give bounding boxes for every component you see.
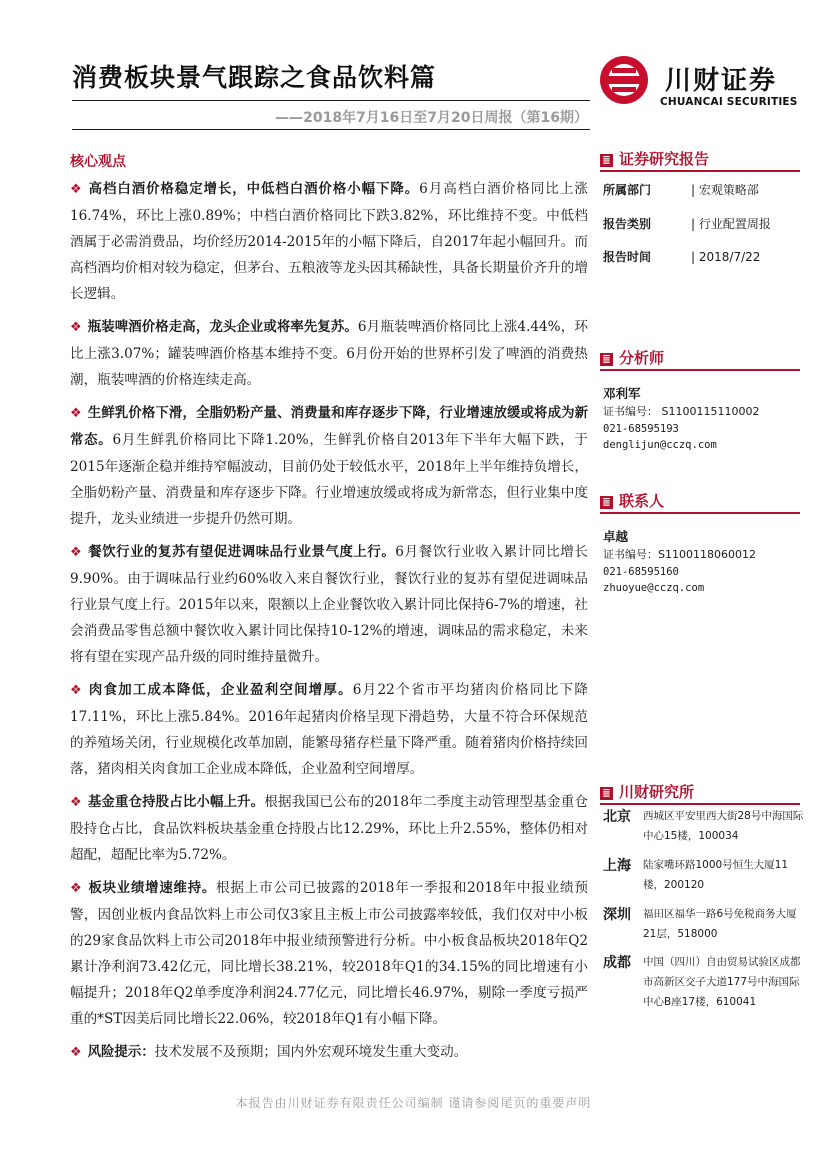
diamond-cluster-icon: ❖ bbox=[70, 406, 82, 421]
subtitle-rule bbox=[72, 129, 590, 130]
report-heading: ≣ 证券研究报告 bbox=[600, 148, 709, 169]
chuancai-logo-icon bbox=[598, 54, 650, 106]
section-icon: ≣ bbox=[600, 154, 613, 167]
core-point-headline: 生鲜乳价格下滑，全脂奶粉产量、消费量和库存逐步下降，行业增速放缓或将成为新常态。 bbox=[70, 406, 589, 448]
section-icon: ≣ bbox=[600, 496, 613, 509]
footer-notice: 本报告由川财证券有限责任公司编制 谨请参阅尾页的重要声明 bbox=[235, 1096, 592, 1110]
contact-heading: ≣ 联系人 bbox=[600, 490, 664, 511]
contact-email[interactable]: zhuoyue@cczq.com bbox=[603, 582, 705, 594]
core-point-text: 6月瓶装啤酒价格同比上涨4.44%，环比上涨3.07%；罐装啤酒价格基本维持不变。6月份开始的世界杯引发了啤酒的消费热潮，瓶装啤酒的价格连续走高。 bbox=[70, 319, 589, 388]
analyst-email[interactable]: denglijun@cczq.com bbox=[603, 439, 717, 451]
core-point-text: 6月生鲜乳价格同比下降1.20%，生鲜乳价格自2013年下半年大幅下跌，于2015年逐渐企稳并维持窄幅波动，目前仍处于较低水平，2018年上半年维持负增长，全脂奶粉产量、消费量和库存逐步下降。行业增速放缓或将成为新常态，但行业集中度提升，龙头业绩进一步提升仍然可期。 bbox=[70, 432, 589, 527]
meta-report-type: 报告类别 | 行业配置周报 bbox=[603, 217, 771, 231]
analyst-name: 邓利军 bbox=[603, 386, 641, 401]
core-view-body bbox=[70, 176, 588, 1073]
core-view-heading: 核心观点 bbox=[70, 154, 126, 170]
diamond-cluster-icon: ❖ bbox=[70, 881, 83, 896]
core-point-text: 6月22个省市平均猪肉价格同比下降17.11%，环比上涨5.84%。2016年起猪肉价格呈现下滑趋势，大量不符合环保规范的养殖场关闭，行业规模化改革加剧，能繁母猪存栏量下降严重。随着猪肉价格持续回落，猪肉相关肉食加工企业成本降低，企业盈利空间增厚。 bbox=[70, 682, 588, 777]
core-point bbox=[70, 677, 588, 782]
contact-block bbox=[603, 527, 756, 597]
analyst-cert: 证书编号： S1100115110002 bbox=[603, 405, 760, 418]
diamond-cluster-icon: ❖ bbox=[70, 320, 82, 335]
brand-name-cn: 川财证券 bbox=[665, 66, 778, 96]
analyst-phone: 021-68595193 bbox=[603, 422, 679, 435]
report-subtitle: ——2018年7月16日至7月20日周报（第16期） bbox=[275, 110, 588, 126]
report-heading-rule bbox=[600, 170, 800, 172]
core-point bbox=[70, 875, 588, 1032]
core-point-headline: 餐饮行业的复苏有望促进调味品行业景气度上行。 bbox=[88, 545, 396, 560]
core-point bbox=[70, 789, 588, 868]
core-point-headline: 瓶装啤酒价格走高，龙头企业或将率先复苏。 bbox=[87, 320, 358, 335]
core-point-headline: 肉食加工成本降低，企业盈利空间增厚。 bbox=[88, 683, 353, 698]
core-point-text: 6月高档白酒价格同比上涨16.74%，环比上涨0.89%；中档白酒价格同比下跌3.82%，环比维持不变。中低档酒属于必需消费品，均价经历2014-2015年的小幅下降后，自2017年起小幅回升。而高档酒均价相对较为稳定，但茅台、五粮液等龙头因其稀缺性，具备长期量价齐升的增长逻辑。 bbox=[70, 181, 589, 302]
institute-heading: ≣ 川财研究所 bbox=[600, 781, 694, 802]
institute-heading-rule bbox=[600, 803, 800, 805]
core-point-headline: 风险提示： bbox=[87, 1045, 155, 1060]
analyst-block bbox=[603, 384, 759, 454]
contact-heading-rule bbox=[600, 512, 800, 514]
title-rule bbox=[72, 100, 590, 101]
contact-phone: 021-68595160 bbox=[603, 565, 679, 578]
core-point bbox=[70, 539, 588, 670]
diamond-cluster-icon: ❖ bbox=[70, 545, 83, 560]
core-point-text: 技术发展不及预期；国内外宏观环境发生重大变动。 bbox=[154, 1044, 468, 1060]
core-point bbox=[70, 314, 588, 393]
contact-name: 卓越 bbox=[603, 529, 629, 544]
analyst-heading: ≣ 分析师 bbox=[600, 347, 664, 368]
diamond-cluster-icon: ❖ bbox=[70, 683, 83, 698]
diamond-cluster-icon: ❖ bbox=[70, 1045, 82, 1060]
meta-department: 所属部门 | 宏观策略部 bbox=[603, 183, 759, 197]
core-point-headline: 基金重仓持股占比小幅上升。 bbox=[87, 795, 265, 810]
brand-name-en: CHUANCAI SECURITIES bbox=[660, 96, 798, 108]
core-point-text: 6月餐饮行业收入累计同比增长9.90%。由于调味品行业约60%收入来自餐饮行业，餐饮行业的复苏有望促进调味品行业景气度上行。2015年以来，限额以上企业餐饮收入累计同比保持6-7%的增速，社会消费品零售总额中餐饮收入累计同比保持10-12%的增速，调味品的需求稳定，未来将有望在实现产品升级的同时维持量微升。 bbox=[70, 544, 589, 665]
core-point-headline: 板块业绩增速维持。 bbox=[88, 881, 217, 896]
analyst-heading-rule bbox=[600, 369, 800, 371]
report-title: 消费板块景气跟踪之食品饮料篇 bbox=[72, 63, 437, 92]
core-point bbox=[70, 1039, 588, 1066]
core-point bbox=[70, 176, 588, 307]
diamond-cluster-icon: ❖ bbox=[70, 182, 83, 197]
section-icon: ≣ bbox=[600, 787, 613, 800]
section-icon: ≣ bbox=[600, 353, 613, 366]
contact-cert: 证书编号：S1100118060012 bbox=[603, 548, 756, 561]
meta-report-date: 报告时间 | 2018/7/22 bbox=[603, 250, 761, 264]
core-point-text: 根据我国已公布的2018年二季度主动管理型基金重仓股持仓占比，食品饮料板块基金重仓持股占比12.29%，环比上升2.55%，整体仍相对超配，超配比率为5.72%。 bbox=[70, 794, 589, 863]
core-point-headline: 高档白酒价格稳定增长，中低档白酒价格小幅下降。 bbox=[88, 182, 420, 197]
diamond-cluster-icon: ❖ bbox=[70, 795, 82, 810]
core-point-text: 根据上市公司已披露的2018年一季报和2018年中报业绩预警，因创业板内食品饮料上市公司仅3家且主板上市公司披露率较低，我们仅对中小板的29家食品饮料上市公司2018年中报业绩预警进行分析。中小板食品板块2018年Q2累计净利润73.42亿元，同比增长38.21%，较2018年Q1的34.15%的同比增速有小幅提升；2018年Q2单季度净利润24.77亿元，同比增长46.97%，剔除一季度亏损严重的*ST因美后同比增长22.06%，较2018年Q1有小幅下降。 bbox=[70, 880, 588, 1027]
core-point bbox=[70, 400, 588, 532]
